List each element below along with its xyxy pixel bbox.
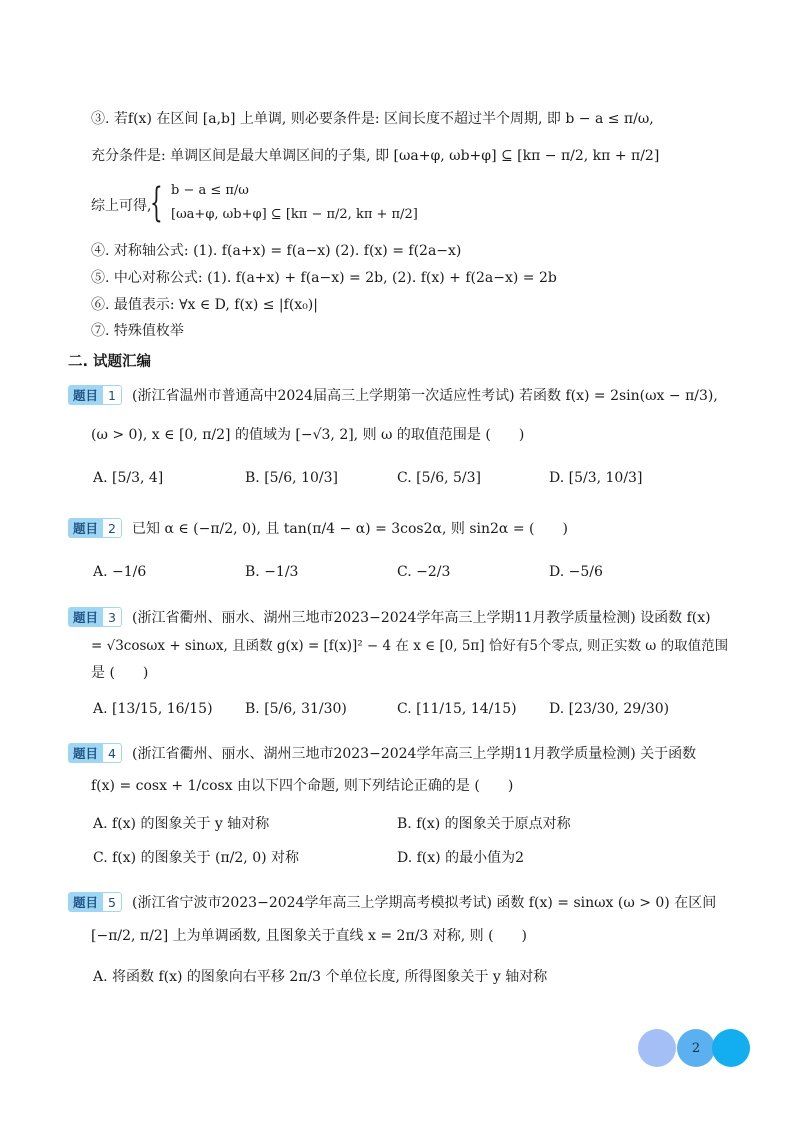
q4-line2: f(x) = cosx + 1/cosx 由以下四个命题, 则下列结论正确的是 ( ) bbox=[91, 778, 514, 794]
q2-option-c: C. −2/3 bbox=[397, 564, 451, 580]
q3-line2: = √3cosωx + sinωx, 且函数 g(x) = [f(x)]² − 4 在 x ∈ [0, 5π] 恰好有5个零点, 则正实数 ω 的取值范围 bbox=[91, 638, 729, 654]
question-tag-4 bbox=[68, 743, 122, 763]
footer-circle-left bbox=[638, 1029, 676, 1067]
q2-line1: 已知 α ∈ (−π/2, 0), 且 tan(π/4 − α) = 3cos2α, 则 sin2α = ( ) bbox=[132, 521, 568, 537]
q1-option-a: A. [5/3, 4] bbox=[93, 470, 164, 486]
theory-item-4: ④. 对称轴公式: (1). f(a+x) = f(a−x) (2). f(x) = f(2a−x) bbox=[91, 243, 462, 259]
q5-line1: (浙江省宁波市2023−2024学年高三上学期高考模拟考试) 函数 f(x) = sinωx (ω > 0) 在区间 bbox=[132, 895, 717, 911]
q2-option-d: D. −5/6 bbox=[549, 564, 603, 580]
question-tag-3 bbox=[68, 607, 122, 627]
q4-option-d: D. f(x) 的最小值为2 bbox=[397, 850, 524, 866]
theory-item-3-line1: ③. 若f(x) 在区间 [a,b] 上单调, 则必要条件是: 区间长度不超过半个周期, 即 b − a ≤ π/ω, bbox=[91, 111, 654, 127]
summary-block bbox=[91, 180, 491, 227]
q2-option-b: B. −1/3 bbox=[245, 564, 299, 580]
tag-word: 题目 bbox=[68, 518, 103, 538]
q1-option-d: D. [5/3, 10/3] bbox=[549, 470, 643, 486]
summary-row-1: b − a ≤ π/ω bbox=[171, 183, 249, 198]
q5-option-a: A. 将函数 f(x) 的图象向右平移 2π/3 个单位长度, 所得图象关于 y 轴对称 bbox=[93, 969, 548, 985]
page-number: 2 bbox=[691, 1040, 701, 1056]
tag-number: 3 bbox=[103, 607, 122, 627]
q1-option-b: B. [5/6, 10/3] bbox=[245, 470, 338, 486]
tag-number: 2 bbox=[103, 518, 122, 538]
summary-label: 综上可得, bbox=[91, 198, 152, 214]
q3-option-b: B. [5/6, 31/30) bbox=[245, 701, 347, 717]
q1-option-c: C. [5/6, 5/3] bbox=[397, 470, 481, 486]
theory-item-6: ⑥. 最值表示: ∀x ∈ D, f(x) ≤ |f(x₀)| bbox=[91, 297, 318, 313]
footer-circle-right bbox=[712, 1029, 750, 1067]
q3-line3: 是 ( ) bbox=[91, 665, 149, 681]
section-title: 二. 试题汇编 bbox=[68, 354, 152, 370]
brace-icon: { bbox=[150, 180, 163, 226]
q3-option-d: D. [23/30, 29/30) bbox=[549, 701, 670, 717]
tag-word: 题目 bbox=[68, 385, 103, 405]
tag-number: 5 bbox=[103, 892, 122, 912]
q4-option-b: B. f(x) 的图象关于原点对称 bbox=[397, 816, 571, 832]
tag-number: 1 bbox=[103, 385, 122, 405]
theory-item-5: ⑤. 中心对称公式: (1). f(a+x) + f(a−x) = 2b, (2). f(x) + f(2a−x) = 2b bbox=[91, 270, 557, 286]
summary-row-2: [ωa+φ, ωb+φ] ⊆ [kπ − π/2, kπ + π/2] bbox=[171, 207, 418, 222]
q4-option-a: A. f(x) 的图象关于 y 轴对称 bbox=[93, 816, 270, 832]
question-tag-5 bbox=[68, 892, 122, 912]
q3-line1: (浙江省衢州、丽水、湖州三地市2023−2024学年高三上学期11月教学质量检测) 设函数 f(x) bbox=[132, 610, 711, 626]
tag-word: 题目 bbox=[68, 743, 103, 763]
q1-line2: (ω > 0), x ∈ [0, π/2] 的值域为 [−√3, 2], 则 ω 的取值范围是 ( ) bbox=[91, 427, 525, 443]
theory-item-7: ⑦. 特殊值枚举 bbox=[91, 323, 184, 339]
q3-option-a: A. [13/15, 16/15) bbox=[93, 701, 213, 717]
q3-option-c: C. [11/15, 14/15) bbox=[397, 701, 517, 717]
q1-line1: (浙江省温州市普通高中2024届高三上学期第一次适应性考试) 若函数 f(x) = 2sin(ωx − π/3), bbox=[132, 388, 718, 404]
q4-option-c: C. f(x) 的图象关于 (π/2, 0) 对称 bbox=[93, 850, 300, 866]
tag-word: 题目 bbox=[68, 607, 103, 627]
q5-line2: [−π/2, π/2] 上为单调函数, 且图象关于直线 x = 2π/3 对称, 则 ( ) bbox=[91, 928, 527, 944]
q2-option-a: A. −1/6 bbox=[93, 564, 147, 580]
tag-number: 4 bbox=[103, 743, 122, 763]
tag-word: 题目 bbox=[68, 892, 103, 912]
question-tag-2 bbox=[68, 518, 122, 538]
q4-line1: (浙江省衢州、丽水、湖州三地市2023−2024学年高三上学期11月教学质量检测) 关于函数 bbox=[132, 746, 697, 762]
theory-item-3-line2: 充分条件是: 单调区间是最大单调区间的子集, 即 [ωa+φ, ωb+φ] ⊆ [kπ − π/2, kπ + π/2] bbox=[91, 148, 660, 164]
question-tag-1 bbox=[68, 385, 122, 405]
